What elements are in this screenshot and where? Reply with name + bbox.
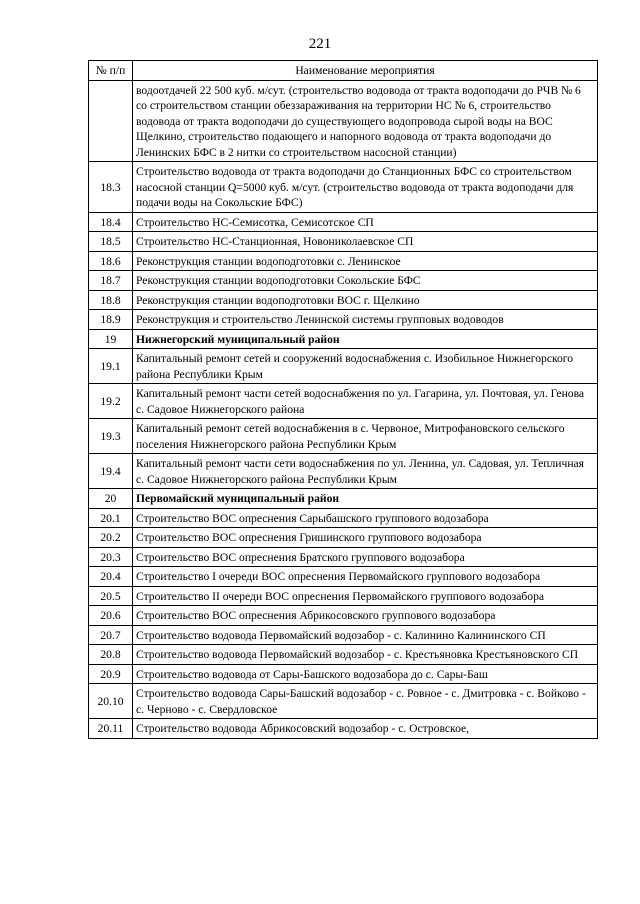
measure-name: Строительство НС-Станционная, Новониколаевское СП (133, 232, 598, 252)
table-body (89, 80, 598, 738)
row-number: 20.6 (89, 606, 133, 626)
table-row (89, 80, 598, 162)
table-row (89, 719, 598, 739)
header-number: № п/п (89, 61, 133, 81)
table-row (89, 508, 598, 528)
table-header-row (89, 61, 598, 81)
table-row (89, 162, 598, 213)
row-number: 18.6 (89, 251, 133, 271)
table-row (89, 290, 598, 310)
measure-name: Строительство НС-Семисотка, Семисотское СП (133, 212, 598, 232)
measure-name: Строительство водовода Абрикосовский водозабор - с. Островское, (133, 719, 598, 739)
table-row (89, 310, 598, 330)
measure-name: Строительство I очереди ВОС опреснения Первомайского группового водозабора (133, 567, 598, 587)
table-row (89, 251, 598, 271)
measure-name: Строительство водовода Первомайский водозабор - с. Калинино Калининского СП (133, 625, 598, 645)
measure-name: Строительство ВОС опреснения Братского группового водозабора (133, 547, 598, 567)
table-row (89, 586, 598, 606)
section-row (89, 329, 598, 349)
table-row (89, 684, 598, 719)
measure-name: Капитальный ремонт части сети водоснабжения по ул. Ленина, ул. Садовая, ул. Тепличная с. Садовое Нижнегорского района Республики Крым (133, 454, 598, 489)
page-number: 221 (308, 36, 332, 52)
measure-name: Строительство ВОС опреснения Сарыбашского группового водозабора (133, 508, 598, 528)
row-number (89, 80, 133, 162)
measure-name: Строительство водовода Сары-Башский водозабор - с. Ровное - с. Дмитровка - с. Войково - с. Черново - с. Свердловское (133, 684, 598, 719)
measure-name: Строительство водовода от тракта водоподачи до Станционных БФС со строительством насосной станции Q=5000 куб. м/сут. (строительство водовода от тракта водоподачи для подачи воды на Сокольские БФС) (133, 162, 598, 213)
measure-name: Капитальный ремонт части сетей водоснабжения по ул. Гагарина, ул. Почтовая, ул. Генова с. Садовое Нижнегорского района (133, 384, 598, 419)
row-number: 18.5 (89, 232, 133, 252)
row-number: 18.3 (89, 162, 133, 213)
row-number: 19 (89, 329, 133, 349)
table-row (89, 547, 598, 567)
row-number: 18.8 (89, 290, 133, 310)
row-number: 19.3 (89, 419, 133, 454)
table-row (89, 664, 598, 684)
row-number: 20.8 (89, 645, 133, 665)
row-number: 20.4 (89, 567, 133, 587)
row-number: 20 (89, 489, 133, 509)
measure-name: Реконструкция и строительство Ленинской системы групповых водоводов (133, 310, 598, 330)
table-row (89, 606, 598, 626)
section-title: Нижнегорский муниципальный район (133, 329, 598, 349)
measure-name: водоотдачей 22 500 куб. м/сут. (строительство водовода от тракта водоподачи до РЧВ № 6 со строительством станции обеззараживания на территории НС № 6, строительство водовода от тракта водоподачи до существующего водопровода сырой воды на ВОС Щелкино, строительство подающего и напорного водовода от тракта водоподачи до Ленинских БФС в 2 нитки со строительством насосной станции) (133, 80, 598, 162)
table-row (89, 349, 598, 384)
table-row (89, 645, 598, 665)
row-number: 18.4 (89, 212, 133, 232)
measure-name: Строительство водовода Первомайский водозабор - с. Крестьяновка Крестьяновского СП (133, 645, 598, 665)
row-number: 20.9 (89, 664, 133, 684)
row-number: 20.1 (89, 508, 133, 528)
table-row (89, 567, 598, 587)
measure-name: Капитальный ремонт сетей и сооружений водоснабжения с. Изобильное Нижнегорского района Республики Крым (133, 349, 598, 384)
row-number: 18.7 (89, 271, 133, 291)
table-row (89, 419, 598, 454)
row-number: 20.2 (89, 528, 133, 548)
measure-name: Строительство II очереди ВОС опреснения Первомайского группового водозабора (133, 586, 598, 606)
section-title: Первомайский муниципальный район (133, 489, 598, 509)
measure-name: Строительство ВОС опреснения Гришинского группового водозабора (133, 528, 598, 548)
row-number: 18.9 (89, 310, 133, 330)
table-row (89, 454, 598, 489)
row-number: 20.10 (89, 684, 133, 719)
row-number: 20.5 (89, 586, 133, 606)
measures-table (88, 60, 598, 739)
table-row (89, 384, 598, 419)
row-number: 20.7 (89, 625, 133, 645)
measure-name: Строительство ВОС опреснения Абрикосовского группового водозабора (133, 606, 598, 626)
header-name: Наименование мероприятия (133, 61, 598, 81)
row-number: 20.11 (89, 719, 133, 739)
measure-name: Капитальный ремонт сетей водоснабжения в с. Червоное, Митрофановского сельского поселения Нижнегорского района Республики Крым (133, 419, 598, 454)
table-row (89, 212, 598, 232)
section-row (89, 489, 598, 509)
row-number: 19.1 (89, 349, 133, 384)
row-number: 19.2 (89, 384, 133, 419)
table-row (89, 528, 598, 548)
table-row (89, 232, 598, 252)
measure-name: Реконструкция станции водоподготовки Сокольские БФС (133, 271, 598, 291)
measure-name: Реконструкция станции водоподготовки ВОС г. Щелкино (133, 290, 598, 310)
table-row (89, 271, 598, 291)
row-number: 20.3 (89, 547, 133, 567)
measure-name: Реконструкция станции водоподготовки с. Ленинское (133, 251, 598, 271)
table-row (89, 625, 598, 645)
measure-name: Строительство водовода от Сары-Башского водозабора до с. Сары-Баш (133, 664, 598, 684)
row-number: 19.4 (89, 454, 133, 489)
